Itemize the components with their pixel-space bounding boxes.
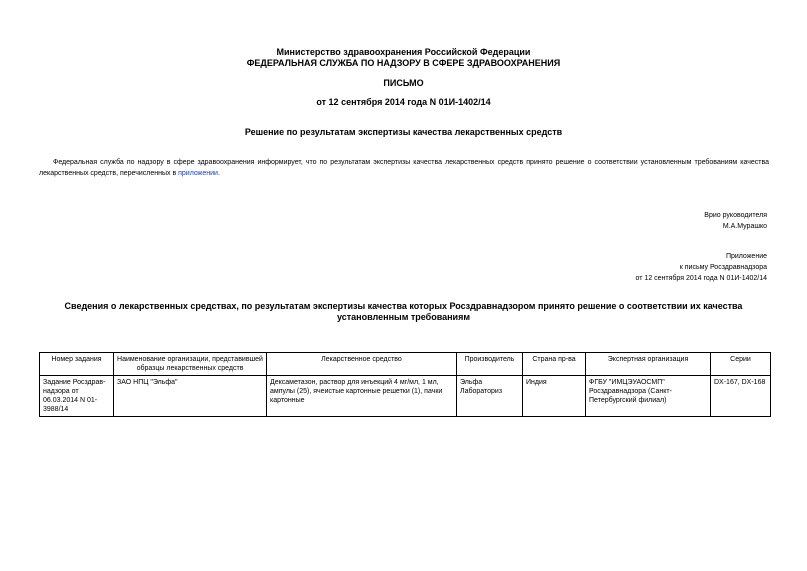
appendix-reference: к письму Росздравнадзора — [679, 264, 767, 271]
medicines-table — [39, 352, 771, 417]
document-subject: Решение по результатам экспертизы качества лекарственных средств — [244, 127, 563, 137]
cell-series: DX-167, DX-168 — [711, 376, 771, 417]
cell-medicine: Дексаметазон, раствор для инъекций 4 мг/мл, 1 мл, ампулы (25), ячеистые картонные решетки (1), пачки картонные — [267, 376, 457, 417]
body-text-start: Федеральная служба по надзору в сфере здравоохранения информирует, что по результатам экспертизы качества лекарственных средств принято решение о соответствии установленным требованиям качества лекарственных средств, перечисленных в — [39, 159, 769, 177]
header-medicine: Лекарственное средство — [267, 353, 457, 376]
header-country: Страна пр-ва — [523, 353, 586, 376]
cell-country: Индия — [523, 376, 586, 417]
body-paragraph — [39, 157, 769, 179]
cell-manufacturer: Эльфа Лабораториз — [457, 376, 523, 417]
document-type: ПИСЬМО — [383, 78, 424, 88]
signature-position: Врио руководителя — [704, 212, 767, 219]
header-task-number: Номер задания — [40, 353, 114, 376]
appendix-title: Сведения о лекарственных средствах, по результатам экспертизы качества которых Росздравнадзором принято решение о соответствии их качества установленным требованиям — [64, 301, 743, 322]
header-organization: Наименование организации, представившей образцы лекарственных средств — [114, 353, 267, 376]
service-name: ФЕДЕРАЛЬНАЯ СЛУЖБА ПО НАДЗОРУ В СФЕРЕ ЗДРАВООХРАНЕНИЯ — [246, 58, 561, 68]
appendix-link[interactable]: приложении — [178, 170, 218, 177]
ministry-name: Министерство здравоохранения Российской Федерации — [276, 47, 531, 57]
appendix-date: от 12 сентября 2014 года N 01И-1402/14 — [635, 275, 767, 282]
table-header-row — [40, 353, 771, 376]
body-text-end: . — [217, 170, 220, 177]
header-series: Серии — [711, 353, 771, 376]
header-manufacturer: Производитель — [457, 353, 523, 376]
document-date-number: от 12 сентября 2014 года N 01И-1402/14 — [316, 97, 491, 107]
cell-expert-organization: ФГБУ "ИМЦЭУАОСМП" Росздравнадзора (Санкт-Петербургский филиал) — [586, 376, 711, 417]
appendix-label: Приложение — [725, 253, 767, 260]
table-row — [40, 376, 771, 417]
cell-task-number: Задание Росздрав-надзора от 06.03.2014 N 01-3988/14 — [40, 376, 114, 417]
cell-organization: ЗАО НПЦ "Эльфа" — [114, 376, 267, 417]
header-expert-organization: Экспертная организация — [586, 353, 711, 376]
signature-name: М.А.Мурашко — [722, 223, 767, 230]
